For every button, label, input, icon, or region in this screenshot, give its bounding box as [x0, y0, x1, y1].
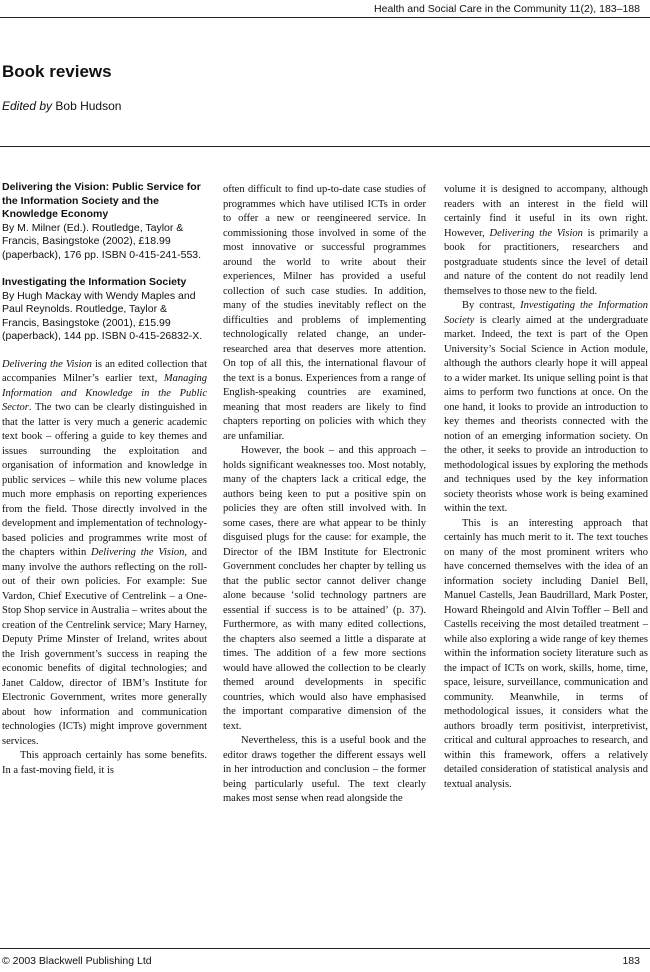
column-3 — [444, 183, 648, 792]
book-title-ref: Delivering the Vision — [2, 358, 92, 370]
review-paragraph-2-start: This approach certainly has some benefits. In a fast-moving field, it is — [2, 750, 207, 776]
book-entry-1 — [2, 181, 207, 262]
book-title-ref: Managing Information and Knowledge in the Public Sector — [2, 373, 207, 413]
book-details-1: By M. Milner (Ed.). Routledge, Taylor & Francis, Basingstoke (2002), £18.99 (paperback), 176 pp. ISBN 0-415-241-553. — [2, 221, 202, 261]
footer-copyright: © 2003 Blackwell Publishing Ltd — [2, 955, 152, 967]
section-rule — [0, 146, 650, 147]
review-paragraph-3: However, the book – and this approach – holds significant weaknesses too. Most notably, many of the chapters lack a critical edge, the authors being keen to put a positive spin on policies they are often still involved with. In some cases, there are what appear to be thinly disguised plugs for the cause: for example, the Director of the IBM Institute for Electronic Government concludes her chapter by telling us that the public sector cannot deliver change alone because ‘solid technology partners are essential if success is to be attained’ (p. 37). Furthermore, as with many edited collections, the chapters also seemed a little a disparate at times. The addition of a few more sections would have allowed the collection to be clearly themed around developments in specific countries, which would also have emphasised the important comparative dimension of the text. — [223, 445, 426, 732]
review-body-col3 — [444, 183, 648, 792]
review-paragraph-6: This is an interesting approach that certainly has much merit to it. The text touches on many of the most prominent writers who have concerned themselves with the idea of an information society including Daniel Bell, Manuel Castells, Jean Baudrillard, Mark Poster, Howard Rheingold and Alvin Toffler – Bell and Castells receiving the most detailed treatment – while also exploring a wide range of key themes within the information society literature such as the impact of ICTs on work, skills, home, time, space, leisure, surveillance, communication and community. Meanwhile, in terms of methodological issues, it considers what the authors broadly term positivist, interpretivist, critical and cultural approaches to research, and within this framework, offers a relatively detailed consideration of statistical analysis and textual analysis. — [444, 517, 648, 790]
footer-rule — [0, 948, 650, 949]
book-title-ref: Delivering the Vision — [91, 547, 185, 558]
text-run: is clearly aimed at the undergraduate market. Indeed, the text is part of the Open University’s Social Science in Action module, although the authors clearly hope it will appeal to a wider market. Its unique selling point is that aims to perform two functions at once. On the one hand, it looks to provide an introduction to key themes and theorists connected with the notion of an emerging information society. On the other, it seeks to provide an introduction to methodological issues by exploring the methods and techniques used by the key information society theorists whose work is being examined within the text. — [444, 314, 648, 514]
editor-name: Bob Hudson — [55, 99, 122, 113]
review-body-col1 — [2, 358, 207, 779]
text-run: , and many involve the authors reflecting on the roll-out of their own policies. For example: Sue Vardon, Chief Executive of Centrelink – a One-Stop Shop service in Australia – writes about the creation of the Centrelink service; Mary Harney, Deputy Prime Minster of Ireland, writes about the Irish government’s success in reaping the economic benefits of digital technologies; and Janet Caldow, director of IBM’s Institute for Electronic Government, writes more generally about how information and communication technologies (ICTs) might improve government services. — [2, 547, 207, 747]
review-paragraph-1 — [2, 358, 207, 750]
section-title: Book reviews — [2, 62, 112, 81]
editor-prefix: Edited by — [2, 99, 53, 113]
book-title-1: Delivering the Vision: Public Service for the Information Society and the Knowledge Economy — [2, 181, 201, 220]
text-run: is primarily a book for practitioners, researchers and postgraduate students since the level of detail and nature of the content do not readily lend themselves to those new to the field. — [444, 227, 648, 297]
text-run: By contrast, — [462, 300, 521, 311]
review-paragraph-5 — [444, 299, 648, 517]
text-run: is an edited collection that accompanies Milner’s earlier text, — [2, 358, 207, 384]
book-title-2: Investigating the Information Society — [2, 276, 187, 288]
book-entry-2 — [2, 276, 207, 344]
page-number: 183 — [622, 955, 640, 967]
editor-line — [2, 99, 121, 113]
review-paragraph-2-end: often difficult to find up-to-date case studies of programmes which have utilised ICTs in order to offer a new or reengineered service. In commissioning those involved in some of the most innovative or successful programmes around the world to write about their experiences, Milner has provided a useful collection of such case studies. In addition, many of the studies inevitably reflect on the difficulties and problems of implementing technologically related change, an under-researched area that deserves more attention. On top of all this, the international flavour of the text is a bonus. Experiences from a range of English-speaking countries are examined, meaning that most readers are likely to find chapters reporting on policies with which they are unfamiliar. — [223, 184, 426, 442]
review-paragraph-4-end — [444, 183, 648, 299]
review-body-col2 — [223, 183, 426, 807]
book-title-ref: Investigating the Information Society — [444, 300, 648, 326]
review-paragraph-4-start: Nevertheless, this is a useful book and the editor draws together the different essays well in her introduction and conclusion – the former being particularly useful. The text clearly makes most sense when read alongside the — [223, 735, 426, 804]
book-title-ref: Delivering the Vision — [489, 227, 583, 239]
running-head: Health and Social Care in the Community 11(2), 183–188 — [374, 3, 640, 15]
book-details-2: By Hugh Mackay with Wendy Maples and Paul Reynolds. Routledge, Taylor & Francis, Basingstoke (2001), £15.99 (paperback), 144 pp. ISBN 0-415-26832-X. — [2, 289, 203, 342]
text-run: . The two can be clearly distinguished in that the latter is very much a generic academic text book – offering a guide to key themes and issues surrounding the exploitation and organisation of information and knowledge in public services – while this new volume places much more emphasis on reporting experiences from the field. Those directly involved in the development and implementation of technology-based policies and programmes write most of the chapters within — [2, 402, 207, 558]
text-run: volume it is designed to accompany, although readers with an interest in the field will certainly find it useful in its own right. However, — [444, 184, 648, 239]
column-2 — [223, 183, 426, 807]
header-rule — [0, 17, 650, 18]
column-1 — [2, 181, 207, 778]
